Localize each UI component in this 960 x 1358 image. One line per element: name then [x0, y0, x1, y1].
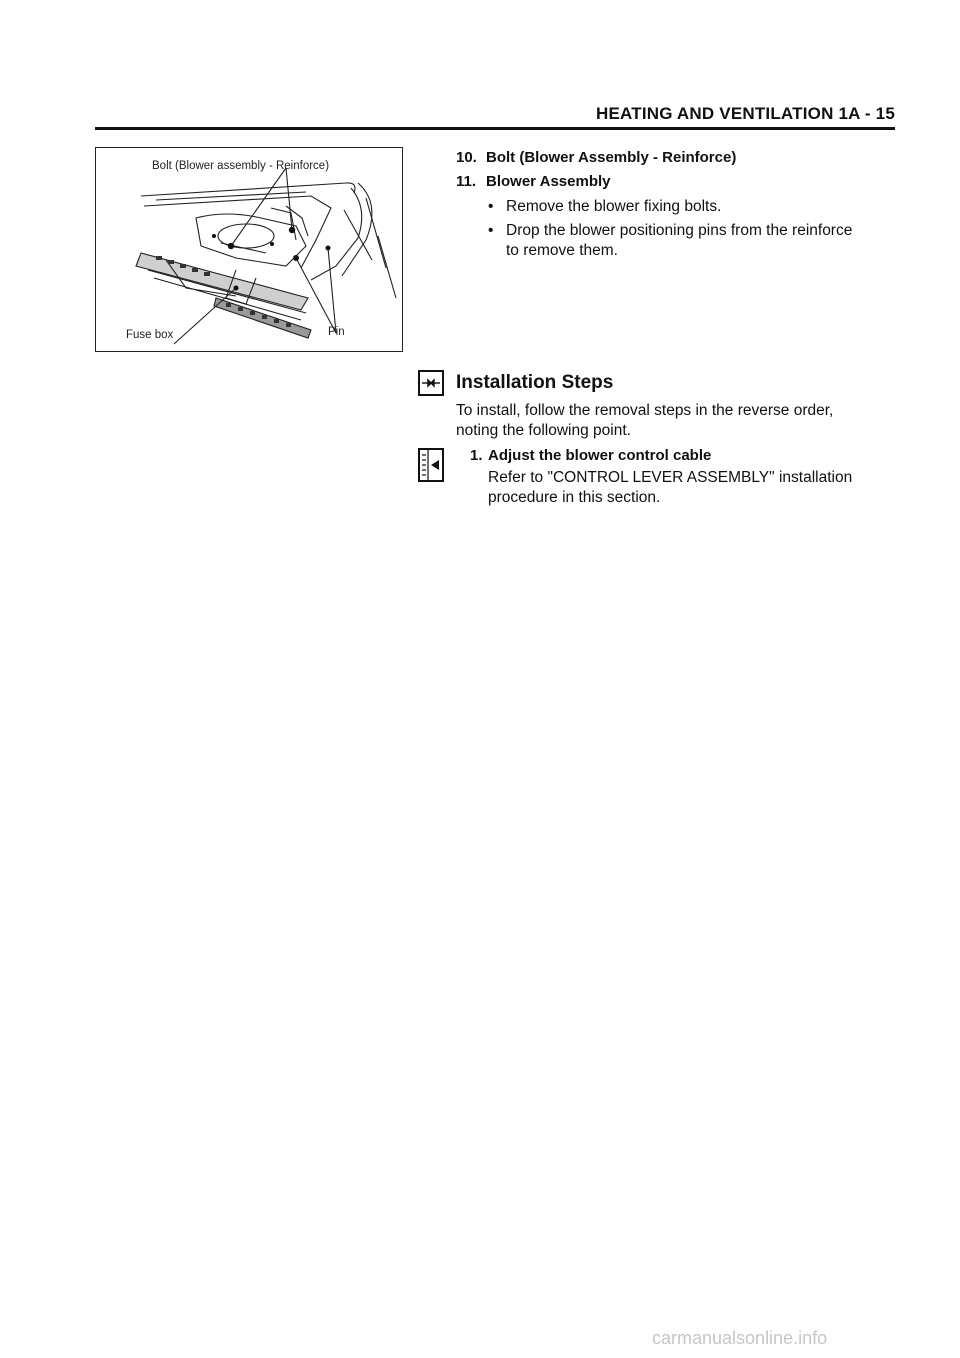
bullet-dot: • — [488, 198, 494, 215]
removal-step-11 — [456, 173, 611, 190]
header-rule — [95, 127, 895, 130]
figure-label-fuse-box: Fuse box — [126, 329, 174, 341]
figure-label-pin: Pin — [328, 326, 345, 338]
bullet-item — [488, 221, 868, 261]
page-header-title: HEATING AND VENTILATION 1A - 15 — [596, 104, 895, 123]
removal-step-10 — [456, 149, 736, 166]
bullet-text: Drop the blower positioning pins from the reinforce to remove them. — [506, 222, 853, 259]
installation-steps-title: Installation Steps — [456, 372, 614, 393]
blower-assembly-figure — [95, 147, 403, 352]
step-title: Blower Assembly — [486, 173, 611, 190]
bullet-dot: • — [488, 222, 494, 239]
bullet-item — [488, 197, 868, 217]
step-title: Bolt (Blower Assembly - Reinforce) — [486, 149, 737, 166]
step-number: 1. — [470, 447, 483, 464]
bullet-text: Remove the blower fixing bolts. — [506, 198, 722, 215]
arrows-inward-icon — [420, 372, 442, 394]
watermark: carmanualsonline.info — [652, 1328, 828, 1348]
figure-label-bolt: Bolt (Blower assembly - Reinforce) — [152, 160, 330, 172]
blower-assembly-illustration — [96, 148, 404, 353]
step-number: 11. — [456, 173, 477, 190]
adjustment-note-icon — [418, 448, 444, 482]
step-number: 10. — [456, 149, 477, 166]
installation-step-1-description: Refer to "CONTROL LEVER ASSEMBLY" installation procedure in this section. — [488, 469, 853, 506]
installation-step-1 — [470, 447, 711, 464]
scale-arrow-icon — [420, 450, 442, 480]
installation-steps-icon — [418, 370, 444, 396]
installation-intro: To install, follow the removal steps in the reverse order, noting the following point. — [456, 402, 834, 439]
step-title: Adjust the blower control cable — [488, 447, 712, 464]
